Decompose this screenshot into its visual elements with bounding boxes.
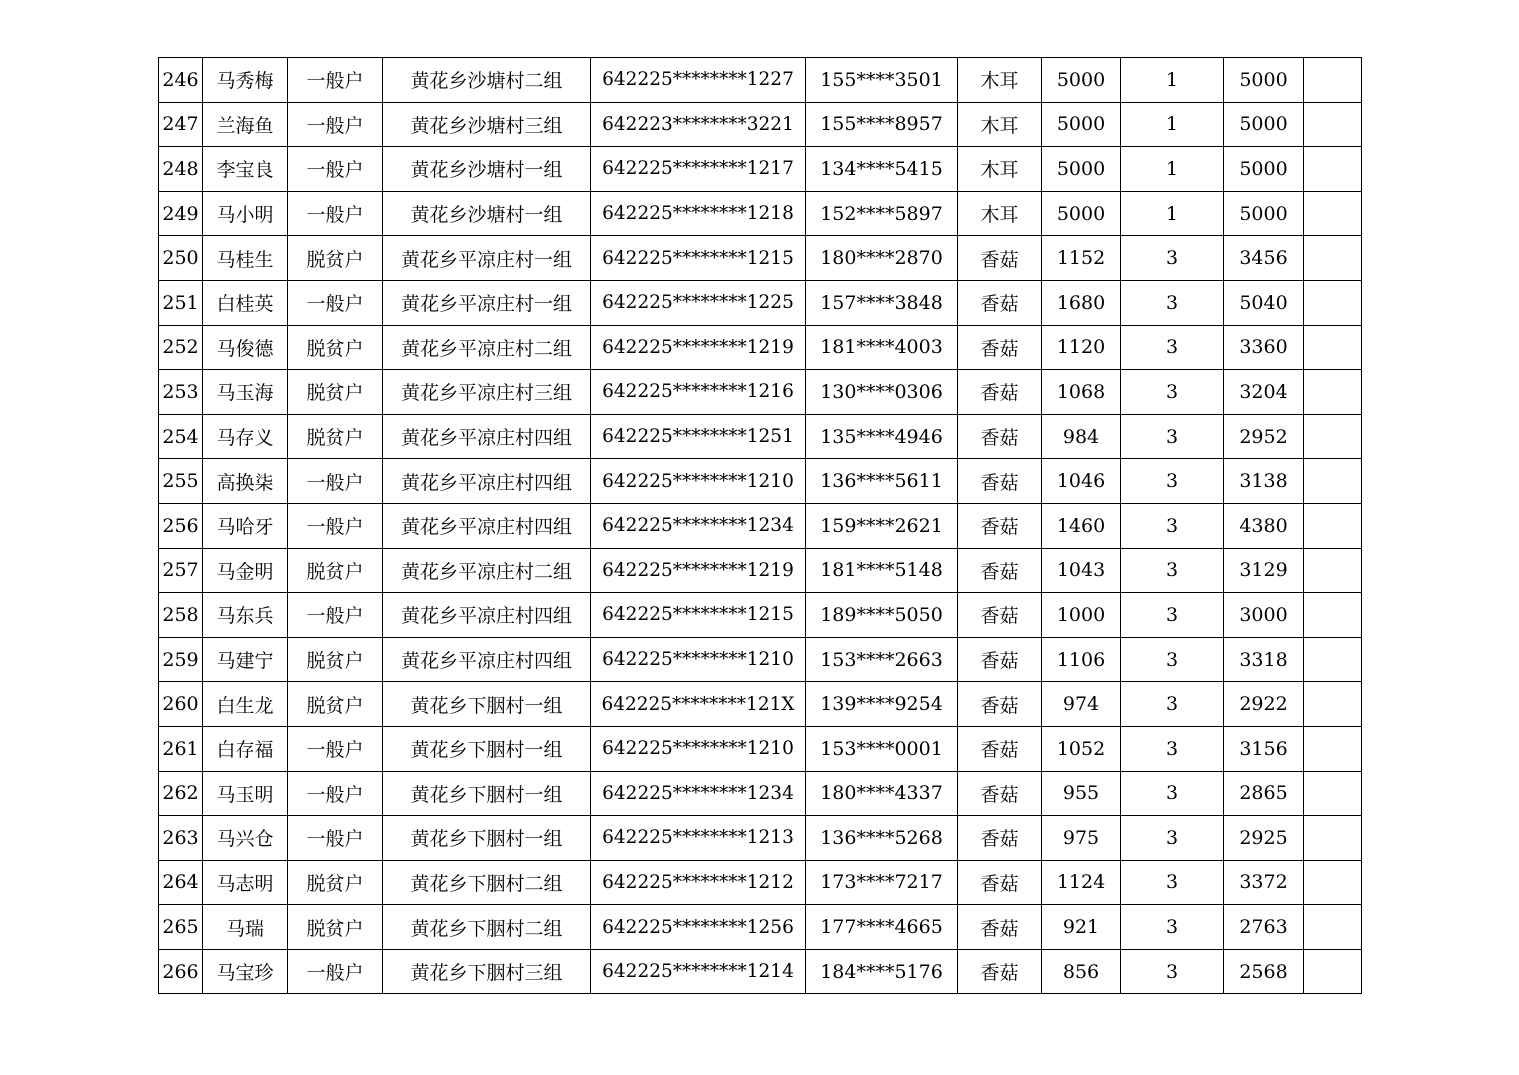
cell-quantity: 5000 [1042,191,1121,236]
cell-amount: 5000 [1224,191,1304,236]
cell-phone: 180****4337 [806,771,958,816]
cell-serial-number: 251 [159,280,203,325]
cell-phone: 155****8957 [806,102,958,147]
cell-amount: 3360 [1224,325,1304,370]
cell-serial-number: 246 [159,58,203,103]
cell-phone: 136****5268 [806,816,958,861]
cell-serial-number: 255 [159,459,203,504]
cell-remark [1304,816,1362,861]
cell-phone: 153****0001 [806,726,958,771]
cell-remark [1304,236,1362,281]
cell-remark [1304,949,1362,994]
cell-amount: 3372 [1224,860,1304,905]
cell-serial-number: 257 [159,548,203,593]
cell-quantity: 1152 [1042,236,1121,281]
cell-serial-number: 262 [159,771,203,816]
cell-address: 黄花乡沙塘村二组 [383,58,591,103]
cell-amount: 5040 [1224,280,1304,325]
cell-phone: 180****2870 [806,236,958,281]
cell-crop: 香菇 [958,949,1042,994]
cell-household-type: 一般户 [288,816,383,861]
cell-crop: 香菇 [958,771,1042,816]
table-row [159,637,1362,682]
cell-household-type: 一般户 [288,949,383,994]
cell-serial-number: 254 [159,414,203,459]
table-row [159,682,1362,727]
cell-crop: 香菇 [958,905,1042,950]
cell-quantity: 1046 [1042,459,1121,504]
cell-phone: 177****4665 [806,905,958,950]
cell-household-type: 脱贫户 [288,325,383,370]
cell-id-number: 642223********3221 [591,102,806,147]
cell-address: 黄花乡下胭村一组 [383,771,591,816]
cell-id-number: 642225********1214 [591,949,806,994]
cell-name: 马东兵 [203,593,288,638]
table-row [159,949,1362,994]
cell-rate: 3 [1121,459,1224,504]
cell-address: 黄花乡下胭村二组 [383,905,591,950]
cell-address: 黄花乡下胭村一组 [383,726,591,771]
cell-household-type: 脱贫户 [288,682,383,727]
cell-rate: 1 [1121,58,1224,103]
cell-remark [1304,593,1362,638]
cell-name: 马存义 [203,414,288,459]
cell-quantity: 1043 [1042,548,1121,593]
table-row [159,593,1362,638]
cell-household-type: 一般户 [288,771,383,816]
cell-rate: 3 [1121,503,1224,548]
cell-address: 黄花乡下胭村一组 [383,682,591,727]
cell-id-number: 642225********1219 [591,548,806,593]
cell-household-type: 脱贫户 [288,905,383,950]
cell-serial-number: 263 [159,816,203,861]
cell-amount: 2568 [1224,949,1304,994]
cell-address: 黄花乡下胭村一组 [383,816,591,861]
cell-remark [1304,58,1362,103]
cell-name: 马玉明 [203,771,288,816]
cell-serial-number: 250 [159,236,203,281]
cell-amount: 3000 [1224,593,1304,638]
cell-crop: 香菇 [958,816,1042,861]
cell-remark [1304,147,1362,192]
cell-remark [1304,905,1362,950]
cell-serial-number: 252 [159,325,203,370]
cell-remark [1304,280,1362,325]
cell-name: 高换柒 [203,459,288,504]
cell-serial-number: 264 [159,860,203,905]
cell-id-number: 642225********1234 [591,503,806,548]
cell-crop: 香菇 [958,637,1042,682]
cell-name: 马金明 [203,548,288,593]
cell-phone: 134****5415 [806,147,958,192]
cell-crop: 香菇 [958,682,1042,727]
cell-id-number: 642225********1215 [591,236,806,281]
cell-crop: 香菇 [958,325,1042,370]
cell-remark [1304,325,1362,370]
cell-quantity: 5000 [1042,147,1121,192]
cell-id-number: 642225********1256 [591,905,806,950]
cell-quantity: 1124 [1042,860,1121,905]
cell-serial-number: 253 [159,370,203,415]
cell-rate: 3 [1121,593,1224,638]
cell-quantity: 1052 [1042,726,1121,771]
table-row [159,459,1362,504]
cell-household-type: 一般户 [288,503,383,548]
cell-remark [1304,370,1362,415]
cell-id-number: 642225********1217 [591,147,806,192]
cell-amount: 2952 [1224,414,1304,459]
table-row [159,414,1362,459]
cell-remark [1304,771,1362,816]
cell-household-type: 脱贫户 [288,860,383,905]
cell-rate: 3 [1121,370,1224,415]
table-row [159,771,1362,816]
cell-amount: 3138 [1224,459,1304,504]
cell-amount: 4380 [1224,503,1304,548]
cell-name: 马玉海 [203,370,288,415]
cell-household-type: 一般户 [288,58,383,103]
cell-rate: 3 [1121,236,1224,281]
cell-address: 黄花乡下胭村三组 [383,949,591,994]
cell-quantity: 921 [1042,905,1121,950]
cell-rate: 3 [1121,637,1224,682]
cell-household-type: 一般户 [288,459,383,504]
cell-name: 白桂英 [203,280,288,325]
cell-rate: 3 [1121,771,1224,816]
household-table [158,57,1362,994]
cell-household-type: 一般户 [288,102,383,147]
table-row [159,325,1362,370]
table-row [159,236,1362,281]
cell-remark [1304,637,1362,682]
table-row [159,860,1362,905]
cell-serial-number: 260 [159,682,203,727]
cell-household-type: 脱贫户 [288,548,383,593]
cell-rate: 3 [1121,905,1224,950]
cell-address: 黄花乡平凉庄村一组 [383,280,591,325]
cell-rate: 3 [1121,548,1224,593]
cell-serial-number: 256 [159,503,203,548]
cell-crop: 香菇 [958,548,1042,593]
cell-remark [1304,414,1362,459]
cell-id-number: 642225********1227 [591,58,806,103]
cell-quantity: 1120 [1042,325,1121,370]
cell-amount: 5000 [1224,102,1304,147]
table-row [159,726,1362,771]
cell-remark [1304,503,1362,548]
cell-remark [1304,459,1362,504]
cell-crop: 香菇 [958,503,1042,548]
cell-crop: 香菇 [958,459,1042,504]
cell-crop: 木耳 [958,147,1042,192]
cell-crop: 香菇 [958,280,1042,325]
cell-name: 马俊德 [203,325,288,370]
cell-crop: 香菇 [958,860,1042,905]
cell-crop: 香菇 [958,726,1042,771]
cell-crop: 木耳 [958,191,1042,236]
cell-address: 黄花乡平凉庄村四组 [383,503,591,548]
cell-name: 白生龙 [203,682,288,727]
cell-id-number: 642225********1210 [591,637,806,682]
cell-id-number: 642225********1234 [591,771,806,816]
cell-rate: 3 [1121,949,1224,994]
cell-address: 黄花乡平凉庄村四组 [383,414,591,459]
cell-id-number: 642225********1210 [591,459,806,504]
cell-amount: 5000 [1224,58,1304,103]
cell-quantity: 1000 [1042,593,1121,638]
table-row [159,370,1362,415]
cell-rate: 3 [1121,726,1224,771]
cell-quantity: 5000 [1042,102,1121,147]
cell-id-number: 642225********1213 [591,816,806,861]
cell-rate: 1 [1121,191,1224,236]
cell-household-type: 一般户 [288,280,383,325]
cell-quantity: 1068 [1042,370,1121,415]
cell-address: 黄花乡沙塘村一组 [383,147,591,192]
cell-quantity: 1680 [1042,280,1121,325]
cell-phone: 155****3501 [806,58,958,103]
cell-name: 马哈牙 [203,503,288,548]
table-row [159,548,1362,593]
cell-phone: 189****5050 [806,593,958,638]
cell-name: 兰海鱼 [203,102,288,147]
cell-address: 黄花乡平凉庄村四组 [383,593,591,638]
cell-serial-number: 266 [159,949,203,994]
table-row [159,191,1362,236]
cell-amount: 3156 [1224,726,1304,771]
cell-household-type: 一般户 [288,147,383,192]
cell-name: 马小明 [203,191,288,236]
cell-name: 白存福 [203,726,288,771]
cell-rate: 3 [1121,860,1224,905]
cell-phone: 157****3848 [806,280,958,325]
cell-remark [1304,548,1362,593]
cell-quantity: 975 [1042,816,1121,861]
cell-amount: 2922 [1224,682,1304,727]
cell-household-type: 一般户 [288,593,383,638]
table-row [159,147,1362,192]
cell-address: 黄花乡平凉庄村一组 [383,236,591,281]
cell-phone: 152****5897 [806,191,958,236]
cell-name: 马兴仓 [203,816,288,861]
cell-crop: 香菇 [958,236,1042,281]
table-row [159,280,1362,325]
cell-address: 黄花乡沙塘村三组 [383,102,591,147]
cell-phone: 139****9254 [806,682,958,727]
cell-rate: 3 [1121,280,1224,325]
table-row [159,905,1362,950]
cell-phone: 136****5611 [806,459,958,504]
cell-quantity: 1460 [1042,503,1121,548]
cell-household-type: 一般户 [288,191,383,236]
cell-address: 黄花乡平凉庄村三组 [383,370,591,415]
cell-address: 黄花乡平凉庄村四组 [383,459,591,504]
cell-crop: 香菇 [958,593,1042,638]
cell-id-number: 642225********1212 [591,860,806,905]
cell-id-number: 642225********1210 [591,726,806,771]
table-row [159,816,1362,861]
cell-id-number: 642225********1215 [591,593,806,638]
cell-rate: 3 [1121,816,1224,861]
cell-serial-number: 248 [159,147,203,192]
cell-address: 黄花乡平凉庄村四组 [383,637,591,682]
cell-serial-number: 249 [159,191,203,236]
cell-id-number: 642225********1219 [591,325,806,370]
cell-quantity: 856 [1042,949,1121,994]
cell-remark [1304,682,1362,727]
cell-rate: 1 [1121,147,1224,192]
cell-household-type: 脱贫户 [288,637,383,682]
cell-name: 马瑞 [203,905,288,950]
cell-amount: 3204 [1224,370,1304,415]
cell-quantity: 955 [1042,771,1121,816]
cell-amount: 2763 [1224,905,1304,950]
cell-name: 李宝良 [203,147,288,192]
cell-rate: 1 [1121,102,1224,147]
cell-quantity: 1106 [1042,637,1121,682]
cell-quantity: 984 [1042,414,1121,459]
cell-amount: 2865 [1224,771,1304,816]
cell-name: 马志明 [203,860,288,905]
cell-serial-number: 247 [159,102,203,147]
cell-phone: 153****2663 [806,637,958,682]
cell-quantity: 974 [1042,682,1121,727]
cell-serial-number: 265 [159,905,203,950]
cell-rate: 3 [1121,325,1224,370]
cell-phone: 184****5176 [806,949,958,994]
cell-phone: 181****5148 [806,548,958,593]
cell-crop: 香菇 [958,414,1042,459]
cell-amount: 3318 [1224,637,1304,682]
cell-id-number: 642225********1251 [591,414,806,459]
cell-amount: 3456 [1224,236,1304,281]
cell-id-number: 642225********121X [591,682,806,727]
cell-household-type: 脱贫户 [288,414,383,459]
cell-remark [1304,102,1362,147]
cell-id-number: 642225********1225 [591,280,806,325]
cell-rate: 3 [1121,414,1224,459]
cell-address: 黄花乡沙塘村一组 [383,191,591,236]
cell-amount: 2925 [1224,816,1304,861]
cell-rate: 3 [1121,682,1224,727]
cell-household-type: 一般户 [288,726,383,771]
cell-phone: 130****0306 [806,370,958,415]
cell-serial-number: 261 [159,726,203,771]
cell-quantity: 5000 [1042,58,1121,103]
cell-amount: 3129 [1224,548,1304,593]
cell-remark [1304,726,1362,771]
cell-name: 马宝珍 [203,949,288,994]
cell-id-number: 642225********1216 [591,370,806,415]
table-body [159,58,1362,994]
cell-serial-number: 258 [159,593,203,638]
cell-serial-number: 259 [159,637,203,682]
cell-household-type: 脱贫户 [288,236,383,281]
cell-name: 马桂生 [203,236,288,281]
table-row [159,503,1362,548]
cell-address: 黄花乡下胭村二组 [383,860,591,905]
cell-phone: 159****2621 [806,503,958,548]
table-row [159,102,1362,147]
cell-household-type: 脱贫户 [288,370,383,415]
cell-crop: 香菇 [958,370,1042,415]
cell-remark [1304,191,1362,236]
cell-phone: 181****4003 [806,325,958,370]
cell-address: 黄花乡平凉庄村二组 [383,325,591,370]
cell-crop: 木耳 [958,102,1042,147]
cell-crop: 木耳 [958,58,1042,103]
cell-name: 马建宁 [203,637,288,682]
table-row [159,58,1362,103]
cell-phone: 135****4946 [806,414,958,459]
cell-amount: 5000 [1224,147,1304,192]
cell-address: 黄花乡平凉庄村二组 [383,548,591,593]
cell-remark [1304,860,1362,905]
cell-phone: 173****7217 [806,860,958,905]
cell-name: 马秀梅 [203,58,288,103]
cell-id-number: 642225********1218 [591,191,806,236]
